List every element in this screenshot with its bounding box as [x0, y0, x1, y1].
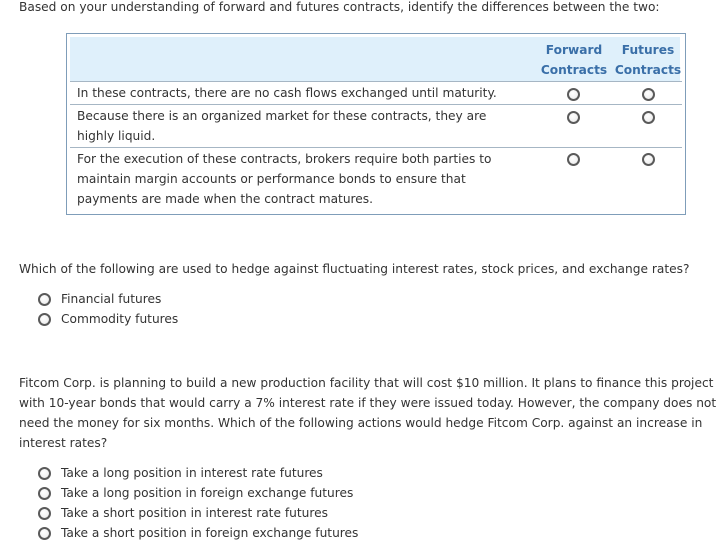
option-radio[interactable] [38, 467, 51, 480]
option-label: Take a long position in interest rate futures [61, 466, 323, 480]
question-1-prompt: Based on your understanding of forward and futures contracts, identify the differences between the two: [19, 0, 660, 14]
forward-futures-table [66, 33, 686, 215]
row-2-forward-radio[interactable] [567, 111, 580, 124]
row-statement: Because there is an organized market for these contracts, they are highly liquid. [77, 109, 487, 143]
option-label: Take a long position in foreign exchange futures [61, 486, 354, 500]
table-row [70, 104, 682, 148]
table-row [70, 147, 682, 211]
row-3-futures-radio[interactable] [642, 153, 655, 166]
option-radio[interactable] [38, 507, 51, 520]
option-radio[interactable] [38, 293, 51, 306]
row-1-futures-radio[interactable] [642, 88, 655, 101]
option-radio[interactable] [38, 487, 51, 500]
row-1-forward-radio[interactable] [567, 88, 580, 101]
option-label: Financial futures [61, 292, 162, 306]
row-2-futures-radio[interactable] [642, 111, 655, 124]
table-header [70, 37, 680, 81]
option-label: Commodity futures [61, 312, 179, 326]
option-label: Take a short position in foreign exchange futures [61, 526, 359, 540]
option-radio[interactable] [38, 313, 51, 326]
column-header-futures: Futures Contracts [614, 43, 682, 77]
table-row [70, 81, 682, 105]
row-3-forward-radio[interactable] [567, 153, 580, 166]
question-3-prompt: Fitcom Corp. is planning to build a new production facility that will cost $10 million. It plans to finance this project with 10-year bonds that would carry a 7% interest rate if they were issued today. However, the company does not need the money for six months. Which of the following actions would hedge Fitcom Corp. against an increase in interest rates? [19, 376, 717, 450]
option-label: Take a short position in interest rate futures [61, 506, 328, 520]
row-statement: In these contracts, there are no cash flows exchanged until maturity. [77, 86, 497, 100]
column-header-forward: Forward Contracts [540, 43, 608, 77]
question-2-prompt: Which of the following are used to hedge against fluctuating interest rates, stock prices, and exchange rates? [19, 262, 690, 276]
row-statement: For the execution of these contracts, brokers require both parties to maintain margin accounts or performance bonds to ensure that payments are made when the contract matures. [77, 152, 492, 206]
option-radio[interactable] [38, 527, 51, 540]
